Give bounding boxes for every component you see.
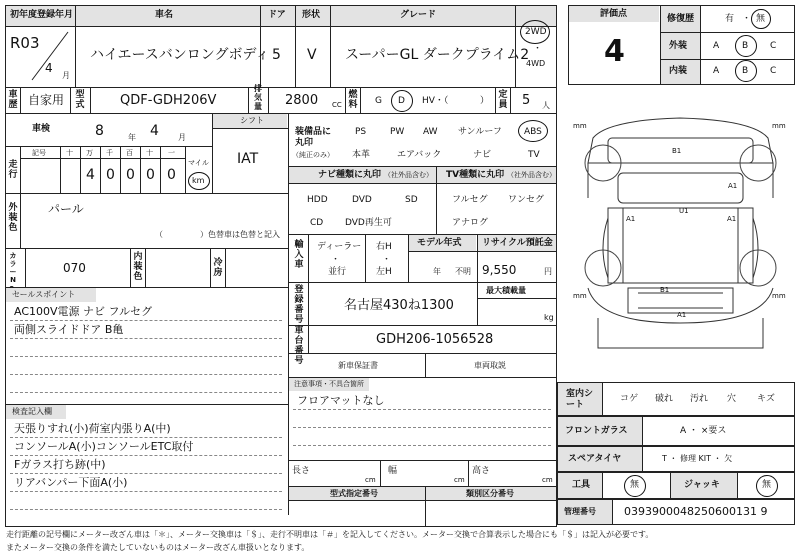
damage-b1-front: B1 xyxy=(672,147,682,155)
management-label: 管理番号 xyxy=(564,507,596,516)
score-label: 評価点 xyxy=(600,9,628,19)
first-reg-label: 初年度登録年月 xyxy=(10,10,74,20)
jack-label: ジャッキ xyxy=(684,480,720,490)
repair-dot: ・ xyxy=(742,14,752,24)
import-dealer: ディーラー xyxy=(317,242,362,252)
warranty-label: 新車保証書 xyxy=(338,361,378,370)
equip-tv: TV xyxy=(528,150,540,160)
sheet-ana: 穴 xyxy=(727,394,737,404)
km-label: km xyxy=(192,176,205,185)
inspection-month-unit: 月 xyxy=(178,133,186,142)
drive-2wd: 2WD xyxy=(525,27,547,37)
notes-label: 注意事項・不具合箇所 xyxy=(294,380,364,388)
import-dot-2: ・ xyxy=(382,255,392,265)
import-dot: ・ xyxy=(331,255,341,265)
mileage-label: 走行 xyxy=(8,160,18,180)
windshield-label: フロントガラス xyxy=(565,426,628,436)
mm-label-1: mm xyxy=(573,122,587,130)
max-load-label: 最大積載量 xyxy=(486,286,526,295)
color-value: パール xyxy=(48,202,84,216)
model-year-unknown: 不明 xyxy=(455,267,471,276)
sheet-yogore: 汚れ xyxy=(690,394,709,404)
fridge-label: 冷房 xyxy=(213,258,223,278)
digit-3: 0 xyxy=(106,167,115,183)
class-label: 類別区分番号 xyxy=(466,489,514,498)
damage-u1: U1 xyxy=(679,207,689,215)
usage-label: 車歴 xyxy=(8,90,18,110)
equip-sunroof: サンルーフ xyxy=(458,127,502,137)
digit-header-2: 万 xyxy=(86,149,93,157)
mm-label-3: mm xyxy=(573,292,587,300)
chassis-value: GDH206-1056528 xyxy=(376,332,494,347)
spare-value: T ・ 修理 KIT ・ 欠 xyxy=(662,454,733,463)
grade-label: グレード xyxy=(400,10,437,20)
height-unit: cm xyxy=(542,476,553,484)
doors: 5 xyxy=(272,47,281,63)
model-approval-label: 型式指定番号 xyxy=(330,489,378,498)
navi-dvd-play: DVD再生可 xyxy=(345,218,392,228)
sheet-yabure: 破れ xyxy=(655,394,674,404)
color-change-open: （ xyxy=(155,230,163,239)
shape-label: 形状 xyxy=(302,10,321,20)
fuel-g: G xyxy=(375,96,382,106)
door-label: ドア xyxy=(268,10,286,20)
damage-diagram xyxy=(568,108,795,358)
fuel-d: D xyxy=(398,96,405,106)
import-left-h: 左H xyxy=(376,267,392,277)
shift-value: IAT xyxy=(237,151,259,167)
length-label: 長さ xyxy=(292,466,311,476)
digit-header-4: 百 xyxy=(126,149,133,157)
month-unit: 月 xyxy=(62,71,70,80)
inspection-label: 車検 xyxy=(32,124,51,134)
interior-grade-a: A xyxy=(713,66,720,76)
sales-line-2: 両側スライドドア B亀 xyxy=(14,323,124,336)
jack-value: 無 xyxy=(762,480,772,490)
management-value: 0393900048250600131 9 xyxy=(624,505,768,518)
capacity-label: 定員 xyxy=(498,90,508,110)
damage-a1-rear: A1 xyxy=(727,215,737,223)
navi-dvd: DVD xyxy=(352,195,372,205)
grade: スーパーGL ダークプライム2 xyxy=(345,47,530,63)
color-change-note: ）色替車は色替と記入 xyxy=(200,230,280,239)
tv-sub: （社外品含む） xyxy=(507,171,556,179)
navi-sd: SD xyxy=(405,195,418,205)
import-label: 輸入車 xyxy=(294,240,304,270)
first-reg-year: R03 xyxy=(10,34,40,52)
digit-2: 4 xyxy=(86,167,95,183)
exterior-grade-a: A xyxy=(713,41,720,51)
cc-unit: CC xyxy=(332,101,342,109)
inspector-line-4: リアバンパー下面A(小) xyxy=(14,476,128,489)
recycle-yen: 円 xyxy=(544,267,552,276)
interior-grade-b: B xyxy=(742,66,749,76)
navi-hdd: HDD xyxy=(307,195,328,205)
digit-header-5: 十 xyxy=(146,149,153,157)
equip-pw: PW xyxy=(390,127,405,137)
digit-header-3: 千 xyxy=(106,149,113,157)
digit-5: 0 xyxy=(146,167,155,183)
mileage-symbol-label: 記号 xyxy=(32,149,46,157)
damage-a1-bumper: A1 xyxy=(677,311,687,319)
inspector-line-2: コンソールA(小)コンソールETC取付 xyxy=(14,440,194,453)
damage-a1-right: A1 xyxy=(728,182,738,190)
score: 4 xyxy=(604,34,625,69)
model: QDF-GDH206V xyxy=(120,93,217,108)
notes-value: フロアマットなし xyxy=(297,394,385,407)
digit-4: 0 xyxy=(126,167,135,183)
equip-abs: ABS xyxy=(524,127,542,137)
exterior-grade-c: C xyxy=(770,41,777,51)
inspection-year: 8 xyxy=(95,123,104,139)
chassis-label: 車台番号 xyxy=(294,326,304,366)
navi-label: ナビ種類に丸印 xyxy=(318,170,382,180)
model-year-unit: 年 xyxy=(433,267,441,276)
fuel-hv: HV・（ xyxy=(422,96,449,106)
inspection-year-unit: 年 xyxy=(128,133,136,142)
max-load-unit: kg xyxy=(544,313,554,322)
equip-navi: ナビ xyxy=(473,150,492,160)
equipment-sub: （純正のみ） xyxy=(292,151,334,159)
sheet-koge: コゲ xyxy=(620,394,639,404)
inspector-line-1: 天張りすれ(小)荷室内張りA(中) xyxy=(14,422,171,435)
length-unit: cm xyxy=(365,476,376,484)
mile-label: マイル xyxy=(188,159,209,167)
repair-no: 無 xyxy=(756,14,766,24)
inspector-label: 検査記入欄 xyxy=(12,407,52,416)
usage: 自家用 xyxy=(28,93,65,107)
import-parallel: 並行 xyxy=(328,267,347,277)
digit-header-1: 十 xyxy=(66,149,73,157)
shape: V xyxy=(307,47,317,63)
inspector-line-3: Fガラス打ち跡(中) xyxy=(14,458,106,471)
equip-airbag: エアバック xyxy=(397,150,442,160)
color-label: 外装色 xyxy=(8,203,18,233)
shift-label: シフト xyxy=(240,116,264,125)
car-name: ハイエースバンロングボディ xyxy=(90,47,270,63)
interior-grade-c: C xyxy=(770,66,777,76)
damage-a1-left: A1 xyxy=(626,215,636,223)
damage-b1-rear: B1 xyxy=(660,286,670,294)
mm-label-2: mm xyxy=(772,122,786,130)
interior-color-label: 内装色 xyxy=(133,252,143,282)
capacity-unit: 人 xyxy=(542,101,550,110)
interior-label: 内装 xyxy=(669,66,688,76)
spare-label: スペアタイヤ xyxy=(568,454,622,464)
registration-value: 名古屋430ね1300 xyxy=(344,298,454,313)
digit-header-6: 一 xyxy=(168,149,175,157)
recycle-label: リサイクル預託金 xyxy=(482,238,553,248)
sales-points-label: セールスポイント xyxy=(12,290,76,299)
manual-label: 車両取説 xyxy=(474,361,506,370)
first-reg-month: 4 xyxy=(45,61,53,75)
digit-6: 0 xyxy=(167,167,176,183)
drive-4wd: 4WD xyxy=(526,59,546,68)
mm-label-4: mm xyxy=(772,292,786,300)
tools-label: 工具 xyxy=(572,480,591,490)
equip-leather: 本革 xyxy=(352,150,371,160)
tv-label: TV種類に丸印 xyxy=(446,170,505,180)
displacement-label: 排気量 xyxy=(254,84,262,111)
exterior-label: 外装 xyxy=(669,41,688,51)
fuel-label: 燃料 xyxy=(348,90,358,110)
repair-label: 修復歴 xyxy=(667,14,695,24)
footer-line-2: またメーター交換の条件を満たしていないものはメーター改ざん車扱いとなります。 xyxy=(6,543,310,552)
sales-line-1: AC100V電源 ナビ フルセグ xyxy=(14,305,153,318)
model-year-label: モデル年式 xyxy=(417,238,462,248)
interior-sheet-label: 室内シート xyxy=(566,389,594,410)
car-name-label: 車名 xyxy=(155,10,174,20)
drive-dot: ・ xyxy=(533,44,543,54)
displacement: 2800 xyxy=(285,93,319,108)
windshield-value: A ・ ×要ス xyxy=(680,426,727,436)
width-unit: cm xyxy=(454,476,465,484)
exterior-grade-b: B xyxy=(742,41,749,51)
registration-label: 登録番号 xyxy=(294,285,304,325)
inspection-month: 4 xyxy=(150,123,159,139)
capacity: 5 xyxy=(522,93,531,108)
tv-oneseg: ワンセグ xyxy=(508,195,545,205)
equip-ps: PS xyxy=(355,127,367,137)
navi-cd: CD xyxy=(310,218,324,228)
tools-value: 無 xyxy=(630,480,640,490)
color-no-label: カラーN xyxy=(9,252,17,284)
width-label: 幅 xyxy=(388,466,398,476)
equipment-label: 装備品に丸印 xyxy=(295,127,332,148)
repair-yes: 有 xyxy=(725,14,735,24)
navi-sub: （社外品含む） xyxy=(384,171,433,179)
height-label: 高さ xyxy=(472,466,491,476)
color-no: 070 xyxy=(63,261,86,275)
import-right-h: 右H xyxy=(376,242,392,252)
footer-line-1: 走行距離の記号欄にメーター改ざん車は「＊」、メーター交換車は「＄」、走行不明車は「＃」を記入してください。メーター交換で合算表示した場合にも「＄」は記入が必要です。 xyxy=(6,530,654,539)
tv-analog: アナログ xyxy=(452,218,489,228)
recycle-value: 9,550 xyxy=(482,263,517,277)
model-label: 型式 xyxy=(75,90,85,110)
sheet-kizu: キズ xyxy=(757,394,775,404)
fuel-close: ） xyxy=(480,96,490,106)
tv-fullseg: フルセグ xyxy=(452,195,488,205)
equip-aw: AW xyxy=(423,127,438,137)
